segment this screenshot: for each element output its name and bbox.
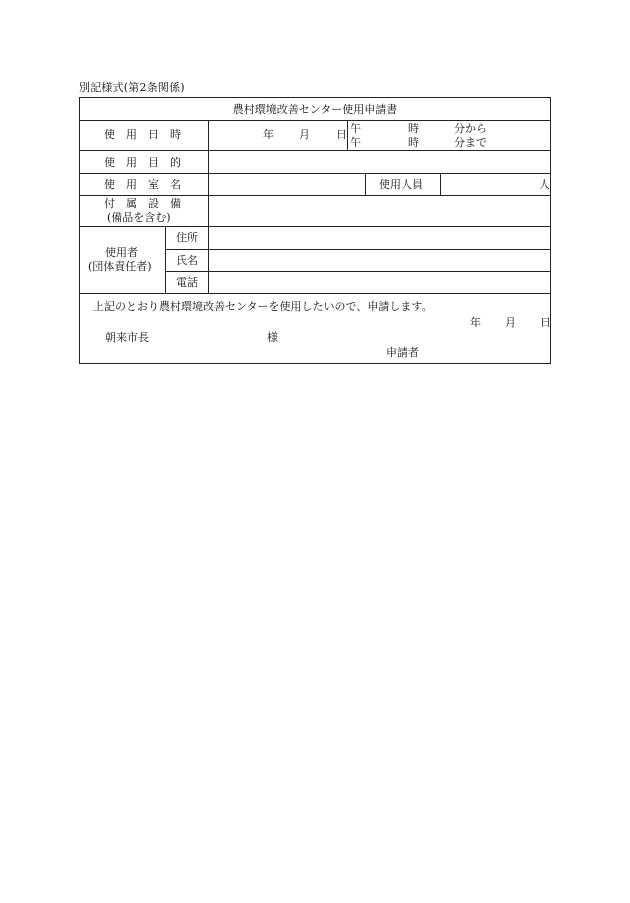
rule <box>80 150 550 151</box>
rule <box>80 293 550 294</box>
form-caption: 別記様式(第2条関係) <box>79 81 185 94</box>
year-label: 年 <box>263 128 274 141</box>
equipment-sublabel: (備品を含む) <box>107 211 171 224</box>
rule <box>80 120 550 121</box>
rule <box>80 226 550 227</box>
user-sublabel: (団体責任者) <box>88 260 152 273</box>
equipment-label: 付属設備 <box>104 197 192 210</box>
rule <box>165 249 550 250</box>
application-form <box>79 97 551 364</box>
column-divider <box>365 173 366 195</box>
minute-until-label: 分まで <box>454 136 487 149</box>
usage-date-label: 使用日時 <box>104 128 192 141</box>
usage-purpose-label: 使用目的 <box>104 156 192 169</box>
name-label: 氏名 <box>176 254 198 267</box>
applicant-label: 申請者 <box>386 346 419 359</box>
minute-from-label: 分から <box>454 122 487 135</box>
rule <box>165 271 550 272</box>
hour-label-until: 時 <box>408 136 419 149</box>
hour-label-from: 時 <box>408 122 419 135</box>
rule <box>80 195 550 196</box>
sign-month-label: 月 <box>505 316 516 329</box>
column-divider <box>440 173 441 195</box>
column-divider <box>347 120 348 150</box>
honorific-label: 様 <box>267 331 278 344</box>
address-label: 住所 <box>176 231 198 244</box>
month-label: 月 <box>299 128 310 141</box>
room-name-label: 使用室名 <box>104 178 192 191</box>
day-label: 日 <box>336 128 347 141</box>
declaration-text: 上記のとおり農村環境改善センターを使用したいので、申請します。 <box>93 300 433 313</box>
sign-day-label: 日 <box>540 316 551 329</box>
column-divider <box>208 120 209 226</box>
column-divider <box>165 226 166 293</box>
am-pm-label-from: 午 <box>350 122 361 135</box>
rule <box>80 173 550 174</box>
phone-label: 電話 <box>176 276 198 289</box>
column-divider <box>208 226 209 293</box>
attendees-unit: 人 <box>539 178 550 191</box>
attendees-label: 使用人員 <box>379 178 423 191</box>
am-pm-label-until: 午 <box>350 136 361 149</box>
sign-year-label: 年 <box>470 316 481 329</box>
addressee-label: 朝来市長 <box>105 331 149 344</box>
form-title: 農村環境改善センター使用申請書 <box>232 103 398 116</box>
user-label: 使用者 <box>105 246 138 259</box>
